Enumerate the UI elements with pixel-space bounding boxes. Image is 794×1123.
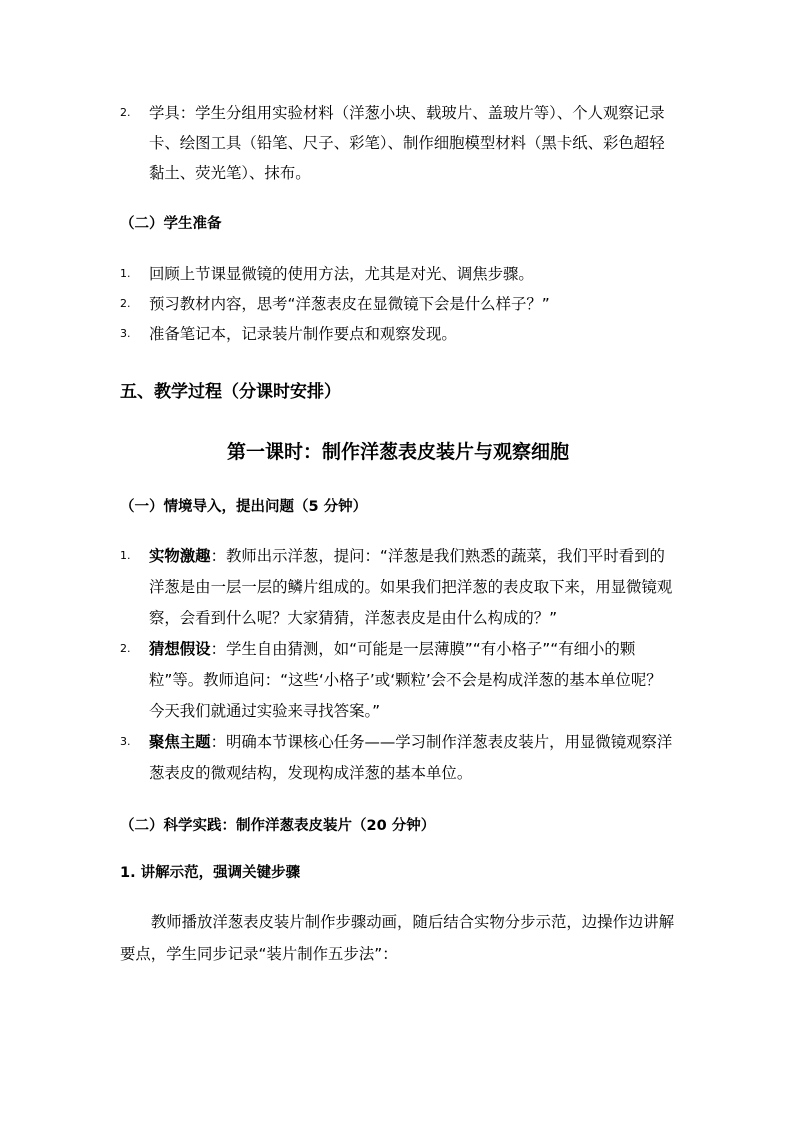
list-number: 1. [120,267,131,280]
list-item [120,634,676,727]
list-lead: 猜想假设 [149,640,211,658]
heading-step-one: 1. 讲解示范，强调关键步骤 [120,865,301,881]
list-item [120,319,676,349]
list-number: 2. [120,106,131,119]
list-item [120,541,676,634]
heading-lesson-one: 第一课时：制作洋葱表皮装片与观察细胞 [226,441,569,463]
list-text: 预习教材内容，思考“洋葱表皮在显微镜下会是什么样子？” [149,295,550,313]
list-text: ：学生自由猜测，如“可能是一层薄膜”“有小格子”“有细小的颗粒”等。教师追问：“这些‘小格子’或‘颗粒’会不会是构成洋葱的基本单位呢？今天我们就通过实验来寻找答案。” [149,640,662,720]
list-item [120,289,676,319]
list-number: 3. [120,327,131,340]
list-number: 2. [120,642,131,655]
intro-list [120,541,676,789]
list-lead: 实物激趣 [149,547,211,565]
list-item [120,98,676,188]
list-number: 1. [120,549,131,562]
list-number: 3. [120,735,131,748]
list-number: 2. [120,297,131,310]
heading-teaching-process: 五、教学过程（分课时安排） [120,382,341,402]
heading-practice: （二）科学实践：制作洋葱表皮装片（20 分钟） [120,818,436,834]
list-text: ：明确本节课核心任务——学习制作洋葱表皮装片，用显微镜观察洋葱表皮的微观结构，发现构成洋葱的基本单位。 [149,733,673,782]
demo-paragraph: 教师播放洋葱表皮装片制作步骤动画，随后结合实物分步示范，边操作边讲解要点，学生同步记录“装片制作五步法”： [120,913,675,963]
list-text: 学具：学生分组用实验材料（洋葱小块、载玻片、盖玻片等）、个人观察记录卡、绘图工具（铅笔、尺子、彩笔）、制作细胞模型材料（黑卡纸、彩色超轻黏土、荧光笔）、抹布。 [149,104,665,182]
list-item [120,727,676,789]
list-text: 回顾上节课显微镜的使用方法，尤其是对光、调焦步骤。 [149,265,534,283]
list-lead: 聚焦主题 [149,733,211,751]
list-item [120,259,676,289]
heading-student-prep: （二）学生准备 [120,216,222,232]
heading-intro: （一）情境导入，提出问题（5 分钟） [120,499,368,515]
materials-list [120,98,676,188]
student-prep-list [120,259,676,349]
list-text: 准备笔记本，记录装片制作要点和观察发现。 [149,325,457,343]
list-text: ：教师出示洋葱，提问：“洋葱是我们熟悉的蔬菜，我们平时看到的洋葱是由一层一层的鳞片组成的。如果我们把洋葱的表皮取下来，用显微镜观察，会看到什么呢？大家猜猜，洋葱表皮是由什么构成的？” [149,547,673,627]
